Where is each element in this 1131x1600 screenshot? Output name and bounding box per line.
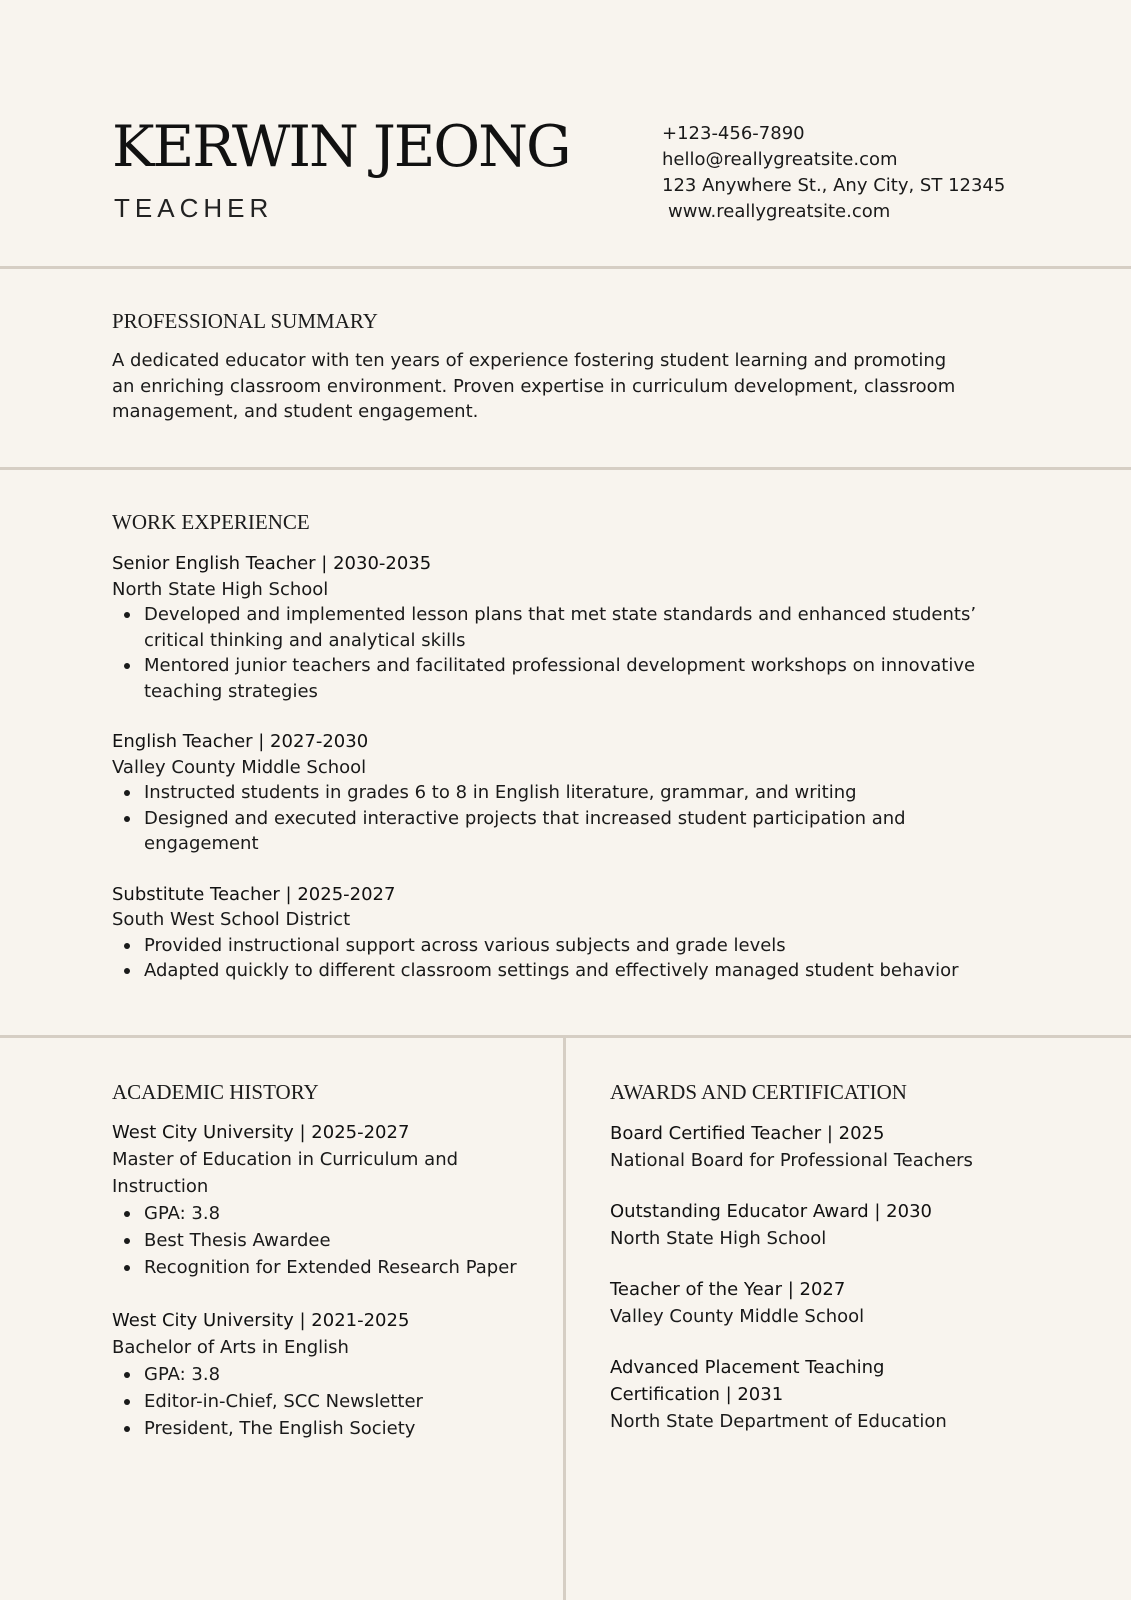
award-entry <box>610 1120 1030 1174</box>
job-title: Substitute Teacher | 2025-2027 <box>112 883 396 905</box>
awards-list <box>610 1120 1030 1461</box>
job-entry <box>112 551 992 704</box>
academic-bullets <box>112 1200 532 1281</box>
academic-entry <box>112 1307 532 1442</box>
job-bullets <box>112 780 992 857</box>
academic-bullet: Editor-in-Chief, SCC Newsletter <box>144 1388 532 1415</box>
academic-bullet: GPA: 3.8 <box>144 1361 532 1388</box>
award-title: Outstanding Educator Award | 2030 <box>610 1201 932 1222</box>
column-divider <box>563 1036 566 1600</box>
contact-website: www.reallygreatsite.com <box>668 201 891 222</box>
academic-bullet: Recognition for Extended Research Paper <box>144 1254 532 1281</box>
experience-list <box>112 551 992 984</box>
divider-summary <box>0 467 1131 470</box>
job-entry <box>112 729 992 857</box>
job-org: North State High School <box>112 578 329 600</box>
academic-list <box>112 1119 532 1468</box>
job-bullet: Developed and implemented lesson plans that met state standards and enhanced students’ critical thinking and analytical skills <box>144 602 992 653</box>
job-bullet: Provided instructional support across various subjects and grade levels <box>144 933 992 959</box>
award-title: Advanced Placement Teaching Certification | 2031 <box>610 1357 885 1405</box>
award-org: National Board for Professional Teachers <box>610 1150 973 1171</box>
academic-bullet: GPA: 3.8 <box>144 1200 532 1227</box>
job-bullet: Designed and executed interactive projects that increased student participation and engagement <box>144 806 992 857</box>
academic-entry <box>112 1119 532 1281</box>
award-entry <box>610 1354 1030 1435</box>
job-bullet: Instructed students in grades 6 to 8 in English literature, grammar, and writing <box>144 780 992 806</box>
academic-degree: Master of Education in Curriculum and Instruction <box>112 1149 459 1197</box>
job-entry <box>112 882 992 984</box>
divider-header <box>0 266 1131 269</box>
award-org: North State High School <box>610 1228 827 1249</box>
award-org: Valley County Middle School <box>610 1306 865 1327</box>
contact-block <box>662 121 1005 225</box>
academic-bullet: Best Thesis Awardee <box>144 1227 532 1254</box>
summary-heading: PROFESSIONAL SUMMARY <box>112 309 378 333</box>
job-bullets <box>112 602 992 704</box>
candidate-role: TEACHER <box>114 193 274 223</box>
job-title: Senior English Teacher | 2030-2035 <box>112 553 432 574</box>
job-org: Valley County Middle School <box>112 756 367 778</box>
academic-bullet: President, The English Society <box>144 1415 532 1442</box>
job-bullet: Mentored junior teachers and facilitated professional development workshops on innovative teaching strategies <box>144 653 992 704</box>
academic-title: West City University | 2021-2025 <box>112 1310 410 1331</box>
award-entry <box>610 1276 1030 1330</box>
job-title: English Teacher | 2027-2030 <box>112 731 369 752</box>
contact-address: 123 Anywhere St., Any City, ST 12345 <box>662 175 1006 196</box>
academic-title: West City University | 2025-2027 <box>112 1122 410 1143</box>
academic-heading: ACADEMIC HISTORY <box>112 1080 319 1104</box>
job-bullets <box>112 933 992 984</box>
award-entry <box>610 1198 1030 1252</box>
award-title: Board Certified Teacher | 2025 <box>610 1123 885 1144</box>
experience-heading: WORK EXPERIENCE <box>112 510 310 534</box>
awards-heading: AWARDS AND CERTIFICATION <box>610 1080 907 1104</box>
award-org: North State Department of Education <box>610 1411 947 1432</box>
job-org: South West School District <box>112 909 351 930</box>
academic-bullets <box>112 1361 532 1442</box>
contact-phone: +123-456-7890 <box>662 123 805 144</box>
award-title: Teacher of the Year | 2027 <box>610 1279 846 1300</box>
academic-degree: Bachelor of Arts in English <box>112 1337 349 1358</box>
contact-email: hello@reallygreatsite.com <box>662 149 898 170</box>
candidate-name: KERWIN JEONG <box>112 114 570 180</box>
summary-text: A dedicated educator with ten years of experience fostering student learning and promoting an enriching classroom environment. Proven expertise in curriculum development, classroom management, and student engagement. <box>112 350 956 422</box>
job-bullet: Adapted quickly to different classroom settings and effectively managed student behavior <box>144 958 992 984</box>
